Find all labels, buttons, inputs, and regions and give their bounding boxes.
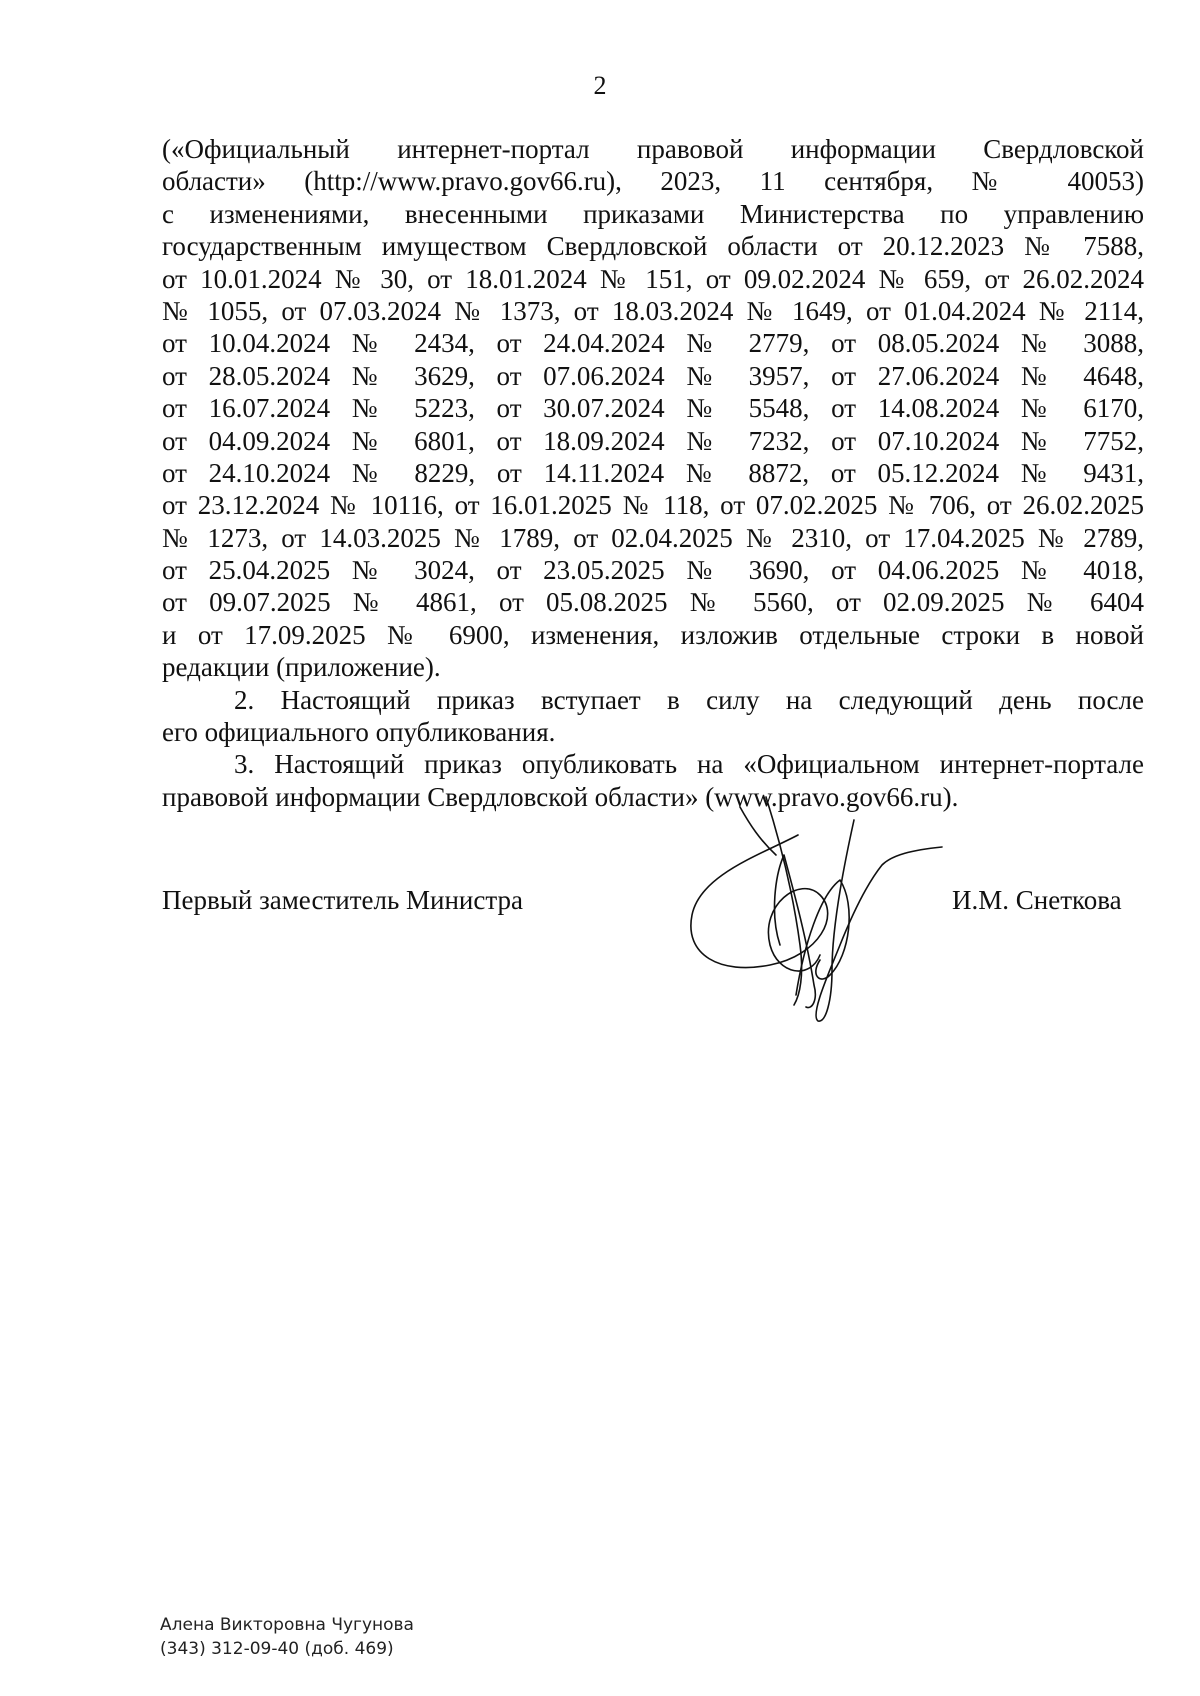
- signer-position: Первый заместитель Министра: [162, 885, 523, 915]
- text-line: редакции (приложение).: [162, 652, 441, 683]
- executor-phone: (343) 312-09-40 (доб. 469): [160, 1639, 394, 1659]
- text-line: («Официальный интернет-портал правовой информации Свердловской: [162, 134, 1144, 164]
- text-line: его официального опубликования.: [162, 717, 556, 748]
- paragraph-2: [162, 684, 1144, 749]
- text-line: от 23.12.2024 № 10116, от 16.01.2025 № 118, от 07.02.2025 № 706, от 26.02.2025: [162, 490, 1144, 521]
- handwritten-signature-icon: [680, 795, 950, 1025]
- text-line: с изменениями, внесенными приказами Министерства по управлению: [162, 198, 1144, 229]
- text-line: от 24.10.2024 № 8229, от 14.11.2024 № 8872, от 05.12.2024 № 9431,: [162, 457, 1144, 488]
- executor-name: Алена Викторовна Чугунова: [160, 1615, 414, 1635]
- text-line: от 10.04.2024 № 2434, от 24.04.2024 № 2779, от 08.05.2024 № 3088,: [162, 328, 1144, 359]
- text-line: правовой информации Свердловской области» (www.pravo.gov66.ru).: [162, 781, 959, 812]
- text-line: № 1055, от 07.03.2024 № 1373, от 18.03.2024 № 1649, от 01.04.2024 № 2114,: [162, 295, 1144, 326]
- document-body: [162, 133, 1144, 813]
- text-line: от 28.05.2024 № 3629, от 07.06.2024 № 3957, от 27.06.2024 № 4648,: [162, 360, 1144, 391]
- executor-contacts: [160, 1613, 414, 1661]
- text-line: от 25.04.2025 № 3024, от 23.05.2025 № 3690, от 04.06.2025 № 4018,: [162, 555, 1144, 586]
- text-line: от 10.01.2024 № 30, от 18.01.2024 № 151, от 09.02.2024 № 659, от 26.02.2024: [162, 263, 1144, 294]
- text-line: области» (http://www.pravo.gov66.ru), 2023, 11 сентября, № 40053): [162, 166, 1144, 197]
- text-line: государственным имуществом Свердловской области от 20.12.2023 № 7588,: [162, 231, 1144, 262]
- paragraph-3: [162, 748, 1144, 813]
- paragraph-1: [162, 133, 1144, 684]
- text-line: 3. Настоящий приказ опубликовать на «Официальном интернет-портале: [234, 749, 1144, 780]
- text-line: от 16.07.2024 № 5223, от 30.07.2024 № 5548, от 14.08.2024 № 6170,: [162, 393, 1144, 424]
- page-number: 2: [593, 71, 607, 100]
- text-line: от 04.09.2024 № 6801, от 18.09.2024 № 7232, от 07.10.2024 № 7752,: [162, 425, 1144, 456]
- text-line: от 09.07.2025 № 4861, от 05.08.2025 № 5560, от 02.09.2025 № 6404: [162, 587, 1144, 618]
- text-line: и от 17.09.2025 № 6900, изменения, изложив отдельные строки в новой: [162, 619, 1144, 650]
- signer-name: И.М. Снеткова: [952, 885, 1122, 915]
- text-line: № 1273, от 14.03.2025 № 1789, от 02.04.2025 № 2310, от 17.04.2025 № 2789,: [162, 522, 1144, 553]
- text-line: 2. Настоящий приказ вступает в силу на следующий день после: [234, 684, 1144, 715]
